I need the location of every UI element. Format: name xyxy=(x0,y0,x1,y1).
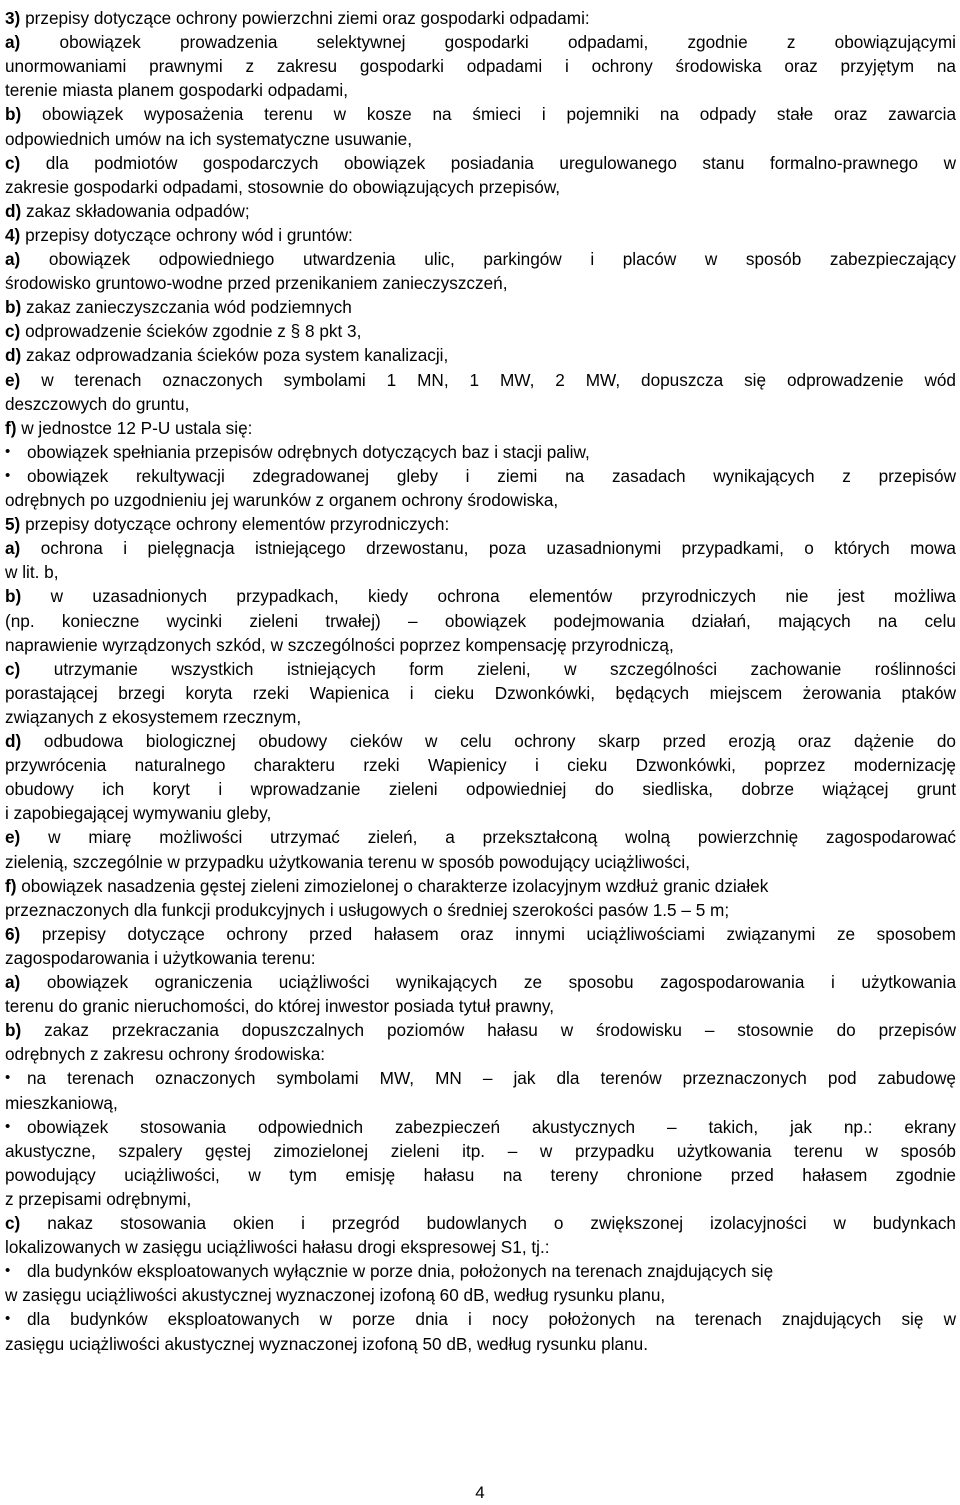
text-line xyxy=(5,295,956,319)
line-text: w uzasadnionych przypadkach, kiedy ochrona elementów przyrodniczych nie jest możliwa xyxy=(21,586,956,607)
line-text: akustyczne, szpalery gęstej zimozielonej zieleni itp. – w przypadku użytkowania terenu w sposób xyxy=(5,1140,956,1161)
line-text: odrębnych z zakresu ochrony środowiska: xyxy=(5,1044,326,1065)
text-line xyxy=(5,729,956,753)
text-line xyxy=(5,922,956,946)
line-text: (np. konieczne wycinki zieleni trwałej) – obowiązek podejmowania działań, mających na celu xyxy=(5,610,956,631)
line-text: lokalizowanych w zasięgu uciążliwości hałasu drogi ekspresowej S1, tj.: xyxy=(5,1237,550,1258)
line-text: obowiązek stosowania odpowiednich zabezpieczeń akustycznych – takich, jak np.: ekrany xyxy=(27,1116,956,1137)
bullet-icon: • xyxy=(5,442,11,460)
item-label: a) xyxy=(5,972,21,992)
line-text: w lit. b, xyxy=(5,562,59,583)
text-line xyxy=(5,1332,956,1356)
text-line xyxy=(5,560,956,584)
text-line xyxy=(5,970,956,994)
bullet-icon: • xyxy=(5,1262,11,1280)
text-line xyxy=(5,247,956,271)
item-label: 6) xyxy=(5,923,21,944)
line-text: obowiązek ograniczenia uciążliwości wynikających ze sposobu zagospodarowania i użytkowania xyxy=(20,972,956,992)
text-line xyxy=(5,1211,956,1235)
text-line xyxy=(5,825,956,849)
text-line xyxy=(5,54,956,78)
text-line xyxy=(5,30,956,54)
text-line xyxy=(5,753,956,777)
line-text: przepisy dotyczące ochrony powierzchni ziemi oraz gospodarki odpadami: xyxy=(20,8,590,28)
line-text: związanych z ekosystemem rzecznym, xyxy=(5,706,302,727)
line-text: zakresie gospodarki odpadami, stosownie do obowiązujących przepisów, xyxy=(5,176,561,197)
text-line xyxy=(5,1163,956,1187)
line-text: w miarę możliwości utrzymać zieleń, a przekształconą wolną powierzchnię zagospodarować xyxy=(20,827,956,848)
text-line xyxy=(5,199,956,223)
line-text: dla budynków eksploatowanych w porze dnia i nocy położonych na terenach znajdujących się w xyxy=(27,1309,956,1330)
item-label: a) xyxy=(5,32,21,53)
text-line xyxy=(5,1235,956,1259)
text-line xyxy=(5,1066,956,1090)
line-text: zakaz odprowadzania ścieków poza system kanalizacji, xyxy=(21,345,449,366)
line-text: w terenach oznaczonych symbolami 1 MN, 1 MW, 2 MW, dopuszcza się odprowadzenie wód xyxy=(20,369,956,390)
bullet-icon: • xyxy=(5,1069,11,1087)
text-line xyxy=(5,657,956,681)
text-line xyxy=(5,127,956,151)
text-line xyxy=(5,898,956,922)
line-text: terenie miasta planem gospodarki odpadami, xyxy=(5,80,348,101)
line-text: obowiązek rekultywacji zdegradowanej gleby i ziemi na zasadach wynikających z przepisów xyxy=(27,465,956,486)
text-line xyxy=(5,223,956,247)
bullet-icon: • xyxy=(5,466,11,484)
line-text: zasięgu uciążliwości akustycznej wyznaczonej izofoną 50 dB, według rysunku planu. xyxy=(5,1333,648,1354)
text-line xyxy=(5,1042,956,1066)
text-line xyxy=(5,440,956,464)
line-text: obudowy ich koryt i wprowadzanie zieleni odpowiedniej do siedliska, dobrze wiążącej grunt xyxy=(5,779,956,800)
item-label: d) xyxy=(5,731,22,751)
text-line xyxy=(5,1115,956,1139)
text-line xyxy=(5,488,956,512)
line-text: przepisy dotyczące ochrony wód i gruntów: xyxy=(20,224,353,245)
line-text: zakaz zanieczyszczania wód podziemnych xyxy=(21,297,352,318)
item-label: c) xyxy=(5,1213,21,1233)
text-line xyxy=(5,416,956,440)
line-text: przeznaczonych dla funkcji produkcyjnych i usługowych o średniej szerokości pasów 1.5 – 5 m; xyxy=(5,899,730,920)
item-label: b) xyxy=(5,297,22,318)
line-text: terenu do granic nieruchomości, do której inwestor posiada tytuł prawny, xyxy=(5,996,555,1017)
text-line xyxy=(5,705,956,729)
line-text: odpowiednich umów na ich systematyczne usuwanie, xyxy=(5,128,412,149)
text-line xyxy=(5,319,956,343)
item-label: b) xyxy=(5,1020,22,1041)
line-text: ochrona i pielęgnacja istniejącego drzewostanu, poza uzasadnionymi przypadkami, o których mowa xyxy=(20,538,956,559)
text-line xyxy=(5,633,956,657)
line-text: i zapobiegającej wymywaniu gleby, xyxy=(5,803,272,824)
line-text: odprowadzenie ścieków zgodnie z § 8 pkt 3, xyxy=(20,321,362,342)
item-label: c) xyxy=(5,321,21,342)
line-text: zakaz składowania odpadów; xyxy=(21,200,250,221)
text-line xyxy=(5,343,956,367)
line-text: dla podmiotów gospodarczych obowiązek posiadania uregulowanego stanu formalno-prawnego w xyxy=(20,152,956,173)
line-text: zakaz przekraczania dopuszczalnych poziomów hałasu w środowisku – stosownie do przepisów xyxy=(21,1020,956,1041)
item-label: 4) xyxy=(5,224,21,245)
line-text: zielenią, szczególnie w przypadku użytkowania terenu w sposób powodujący uciążliwości, xyxy=(5,851,690,872)
item-label: b) xyxy=(5,586,22,607)
line-text: mieszkaniową, xyxy=(5,1092,118,1113)
text-line xyxy=(5,512,956,536)
text-line xyxy=(5,368,956,392)
text-line xyxy=(5,777,956,801)
item-label: e) xyxy=(5,369,21,390)
text-line xyxy=(5,1283,956,1307)
text-line xyxy=(5,994,956,1018)
item-label: a) xyxy=(5,538,21,559)
text-line xyxy=(5,271,956,295)
item-label: a) xyxy=(5,249,21,269)
line-text: powodujący uciążliwości, w tym emisję hałasu na tereny chronione przed hałasem zgodnie xyxy=(5,1164,956,1185)
line-text: obowiązek spełniania przepisów odrębnych dotyczących baz i stacji paliw, xyxy=(27,441,590,462)
line-text: dla budynków eksploatowanych wyłącznie w porze dnia, położonych na terenach znajdujących się xyxy=(27,1261,774,1282)
text-line xyxy=(5,584,956,608)
line-text: nakaz stosowania okien i przegród budowlanych o zwiększonej izolacyjności w budynkach xyxy=(20,1213,956,1233)
line-text: na terenach oznaczonych symbolami MW, MN – jak dla terenów przeznaczonych pod zabudowę xyxy=(27,1068,956,1089)
line-text: obowiązek wyposażenia terenu w kosze na śmieci i pojemniki na odpady stałe oraz zawarcia xyxy=(21,104,956,125)
item-label: e) xyxy=(5,827,21,848)
text-line xyxy=(5,78,956,102)
text-line xyxy=(5,1018,956,1042)
text-line xyxy=(5,850,956,874)
line-text: przepisy dotyczące ochrony przed hałasem oraz innymi uciążliwościami związanymi ze sposobem xyxy=(20,923,956,944)
text-line xyxy=(5,6,956,30)
line-text: przywrócenia naturalnego charakteru rzeki Wapienicy i cieku Dzwonkówki, poprzez modernizację xyxy=(5,755,956,776)
item-label: d) xyxy=(5,200,22,221)
line-text: obowiązek prowadzenia selektywnej gospodarki odpadami, zgodnie z obowiązującymi xyxy=(20,32,956,53)
line-text: w zasięgu uciążliwości akustycznej wyznaczonej izofoną 60 dB, według rysunku planu, xyxy=(5,1285,666,1306)
item-label: 5) xyxy=(5,514,21,535)
line-text: unormowaniami prawnymi z zakresu gospodarki odpadami i ochrony środowiska oraz przyjętym na xyxy=(5,56,956,77)
line-text: naprawienie wyrządzonych szkód, w szczególności poprzez kompensację przyrodniczą, xyxy=(5,634,674,655)
page-number: 4 xyxy=(475,1483,485,1502)
text-line xyxy=(5,681,956,705)
line-text: w jednostce 12 P-U ustala się: xyxy=(16,417,253,438)
item-label: f) xyxy=(5,875,17,896)
item-label: 3) xyxy=(5,8,21,28)
line-text: deszczowych do gruntu, xyxy=(5,393,190,414)
text-line xyxy=(5,1091,956,1115)
line-text: przepisy dotyczące ochrony elementów przyrodniczych: xyxy=(20,514,450,535)
text-line xyxy=(5,175,956,199)
item-label: b) xyxy=(5,104,22,125)
text-line xyxy=(5,151,956,175)
text-line xyxy=(5,1187,956,1211)
text-line xyxy=(5,1139,956,1163)
line-text: zagospodarowania i użytkowania terenu: xyxy=(5,947,316,968)
text-line xyxy=(5,102,956,126)
text-line xyxy=(5,801,956,825)
line-text: obowiązek odpowiedniego utwardzenia ulic, parkingów i placów w sposób zabezpieczający xyxy=(20,249,956,269)
text-line xyxy=(5,1259,956,1283)
item-label: d) xyxy=(5,345,22,366)
text-line xyxy=(5,464,956,488)
text-line xyxy=(5,536,956,560)
line-text: porastającej brzegi koryta rzeki Wapienica i cieku Dzwonkówki, będących miejscem żerowania ptaków xyxy=(5,682,956,703)
line-text: z przepisami odrębnymi, xyxy=(5,1188,192,1209)
bullet-icon: • xyxy=(5,1310,11,1328)
text-line xyxy=(5,1307,956,1331)
text-line xyxy=(5,392,956,416)
item-label: c) xyxy=(5,658,21,679)
line-text: odrębnych po uzgodnieniu jej warunków z organem ochrony środowiska, xyxy=(5,490,559,510)
line-text: odbudowa biologicznej obudowy cieków w celu ochrony skarp przed erozją oraz dążenie do xyxy=(21,731,956,751)
text-line xyxy=(5,609,956,633)
line-text: środowisko gruntowo-wodne przed przenikaniem zanieczyszczeń, xyxy=(5,273,508,294)
line-text: obowiązek nasadzenia gęstej zieleni zimozielonej o charakterze izolacyjnym wzdłuż granic działek xyxy=(16,875,769,896)
bullet-icon: • xyxy=(5,1117,11,1135)
line-text: utrzymanie wszystkich istniejących form zieleni, w szczególności zachowanie roślinności xyxy=(20,658,956,679)
text-line xyxy=(5,874,956,898)
text-line xyxy=(5,946,956,970)
item-label: c) xyxy=(5,152,21,173)
item-label: f) xyxy=(5,417,17,438)
